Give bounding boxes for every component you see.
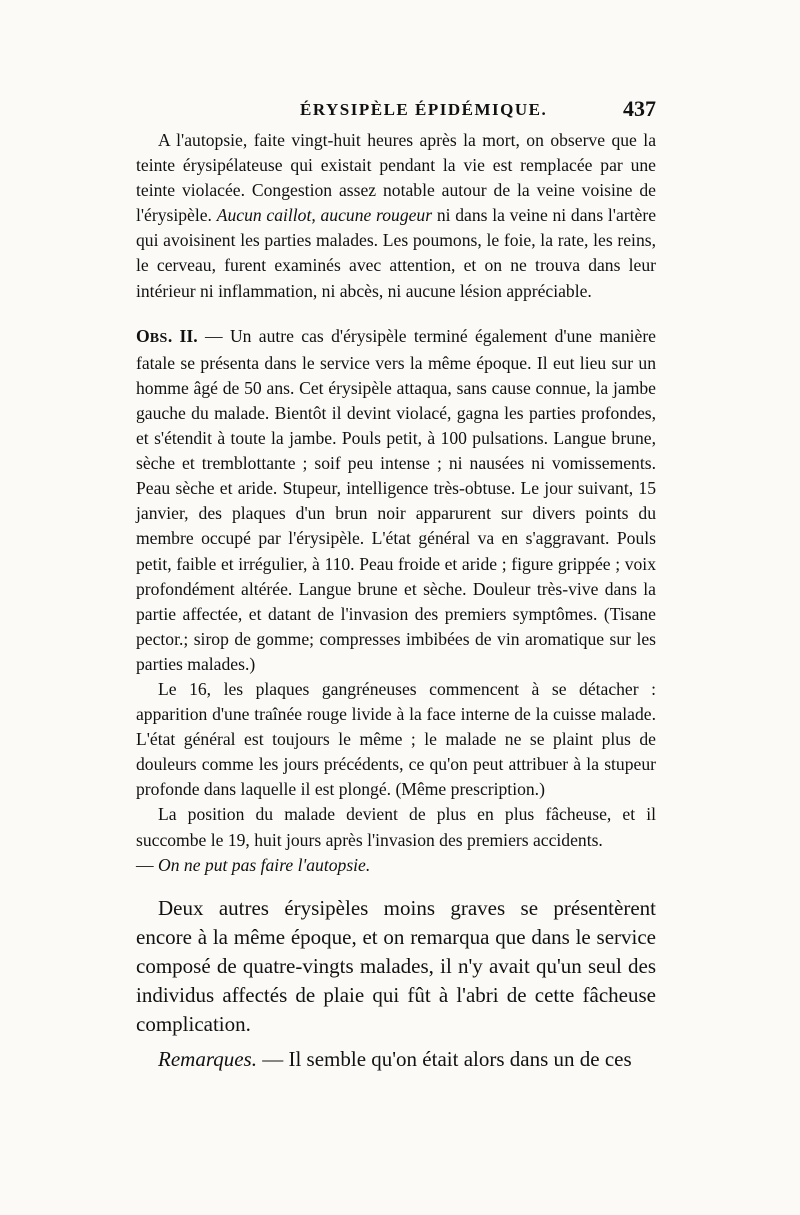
page-header <box>136 96 656 126</box>
page-number: 437 <box>623 96 656 121</box>
observation-text: — Un autre cas d'érysipèle terminé également d'une manière fatale se présenta dans le service vers la même époque. Il eut lieu sur un homme âgé de 50 ans. Cet érysipèle attaqua, sans cause connue, la jambe gauche du malade. Bientôt il devint violacé, gagna les parties profondes, et s'étendit à toute la jambe. Pouls petit, à 100 pulsations. Langue brune, sèche et tremblottante ; soif peu intense ; ni nausées ni vomissements. Peau sèche et aride. Stupeur, intelligence très-obtuse. Le jour suivant, 15 janvier, des plaques d'un brun noir apparurent sur divers points du membre occupé par l'érysipèle. L'état général va en s'aggravant. Pouls petit, faible et irrégulier, à 110. Peau froide et aride ; figure grippée ; voix profondément altérée. Langue brune et sèche. Douleur très-vive dans la partie affectée, et datant de l'invasion des premiers symptômes. (Tisane pector.; sirop de gomme; compresses imbibées de vin aromatique sur les parties malades.) <box>136 325 656 674</box>
death-dash: — <box>136 854 154 875</box>
autopsy-text: A l'autopsie, faite vingt-huit heures après la mort, on observe que la teinte érysipélateuse qui existait pendant la vie est remplacée par une teinte violacée. Congestion assez notable autour de la veine voisine de l'érysipèle. <box>136 130 656 226</box>
remarks-paragraph <box>136 1045 656 1074</box>
autopsy-paragraph <box>136 128 656 304</box>
observation-ii-paragraph <box>136 324 656 677</box>
remarks-text: — Il semble qu'on était alors dans un de ces <box>262 1046 632 1071</box>
no-autopsy-italic: On ne put pas faire l'autopsie. <box>158 854 371 875</box>
two-more-cases-paragraph: Deux autres érysipèles moins graves se présentèrent encore à la même époque, et on remarqua que dans le service composé de quatre-vingts malades, il n'y avait qu'un seul des individus affectés de plaie qui fût à l'abri de cette fâcheuse complication. <box>136 895 656 1036</box>
remarks-heading: Remarques. <box>158 1046 257 1071</box>
observation-label <box>136 326 198 346</box>
running-title: ÉRYSIPÈLE ÉPIDÉMIQUE. <box>300 100 548 119</box>
body-text <box>136 128 656 1074</box>
day-16-paragraph: Le 16, les plaques gangréneuses commencent à se détacher : apparition d'une traînée rouge livide à la face interne de la cuisse malade. L'état général est toujours le même ; le malade ne se plaint plus de douleurs comme les jours précédents, ce qu'on peut attribuer à la stupeur profonde dans laquelle il est plongé. (Même prescription.) <box>136 678 656 800</box>
observation-label-initial: O <box>136 325 150 346</box>
autopsy-italic: Aucun caillot, aucune rougeur <box>216 205 433 226</box>
death-paragraph <box>136 802 656 877</box>
observation-label-number: . II. <box>167 325 198 346</box>
observation-label-smallcaps: BS <box>149 330 168 346</box>
death-text: La position du malade devient de plus en plus fâcheuse, et il succombe le 19, huit jours après l'invasion des premiers accidents. <box>136 804 656 850</box>
autopsy-text-rest: ni dans la veine ni dans l'artère qui avoisinent les parties malades. Les poumons, le foie, la rate, les reins, le cerveau, furent examinés avec attention, et on ne trouva dans leur intérieur ni inflammation, ni abcès, ni aucune lésion appréciable. <box>136 205 657 301</box>
